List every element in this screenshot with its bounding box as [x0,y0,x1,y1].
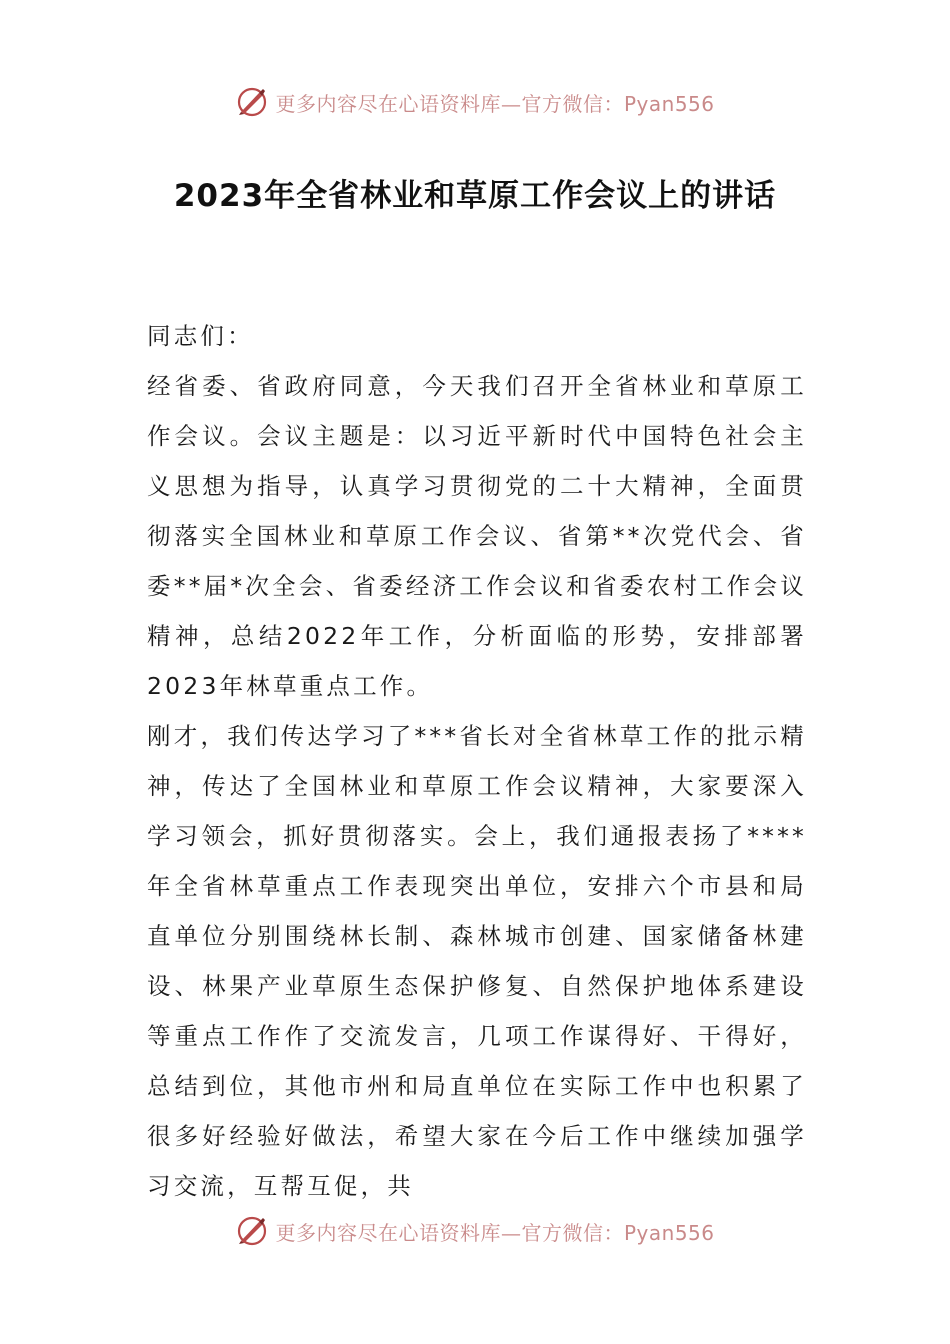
watermark-footer [0,1211,950,1251]
watermark-text: 更多内容尽在心语资料库—官方微信：Pyan556 [275,91,715,116]
wechat-id: Pyan556 [623,91,715,116]
salutation: 同志们： [147,322,254,350]
pen-logo-icon [235,85,269,119]
paragraph-2: 刚才，我们传达学习了***省长对全省林草工作的批示精神，传达了全国林业和草原工作会议精神，大家要深入学习领会，抓好贯彻落实。会上，我们通报表扬了****年全省林草重点工作表现突出单位，安排六个市县和局直单位分别围绕林长制、森林城市创建、国家储备林建设、林果产业草原生态保护修复、自然保护地体系建设等重点工作作了交流发言，几项工作谋得好、干得好，总结到位，其他市州和局直单位在实际工作中也积累了很多好经验好做法，希望大家在今后工作中继续加强学习交流，互帮互促，共 [147,722,807,1200]
wechat-id: Pyan556 [623,1220,715,1245]
document-body [147,311,807,1211]
watermark-header [0,82,950,122]
pen-logo-icon [235,1214,269,1248]
document-title: 2023年全省林业和草原工作会议上的讲话 [173,178,777,214]
paragraph-1: 经省委、省政府同意，今天我们召开全省林业和草原工作会议。会议主题是：以习近平新时代中国特色社会主义思想为指导，认真学习贯彻党的二十大精神，全面贯彻落实全国林业和草原工作会议、省第**次党代会、省委**届*次全会、省委经济工作会议和省委农村工作会议精神，总结2022年工作，分析面临的形势，安排部署2023年林草重点工作。 [147,372,807,700]
watermark-text: 更多内容尽在心语资料库—官方微信：Pyan556 [275,1220,715,1245]
